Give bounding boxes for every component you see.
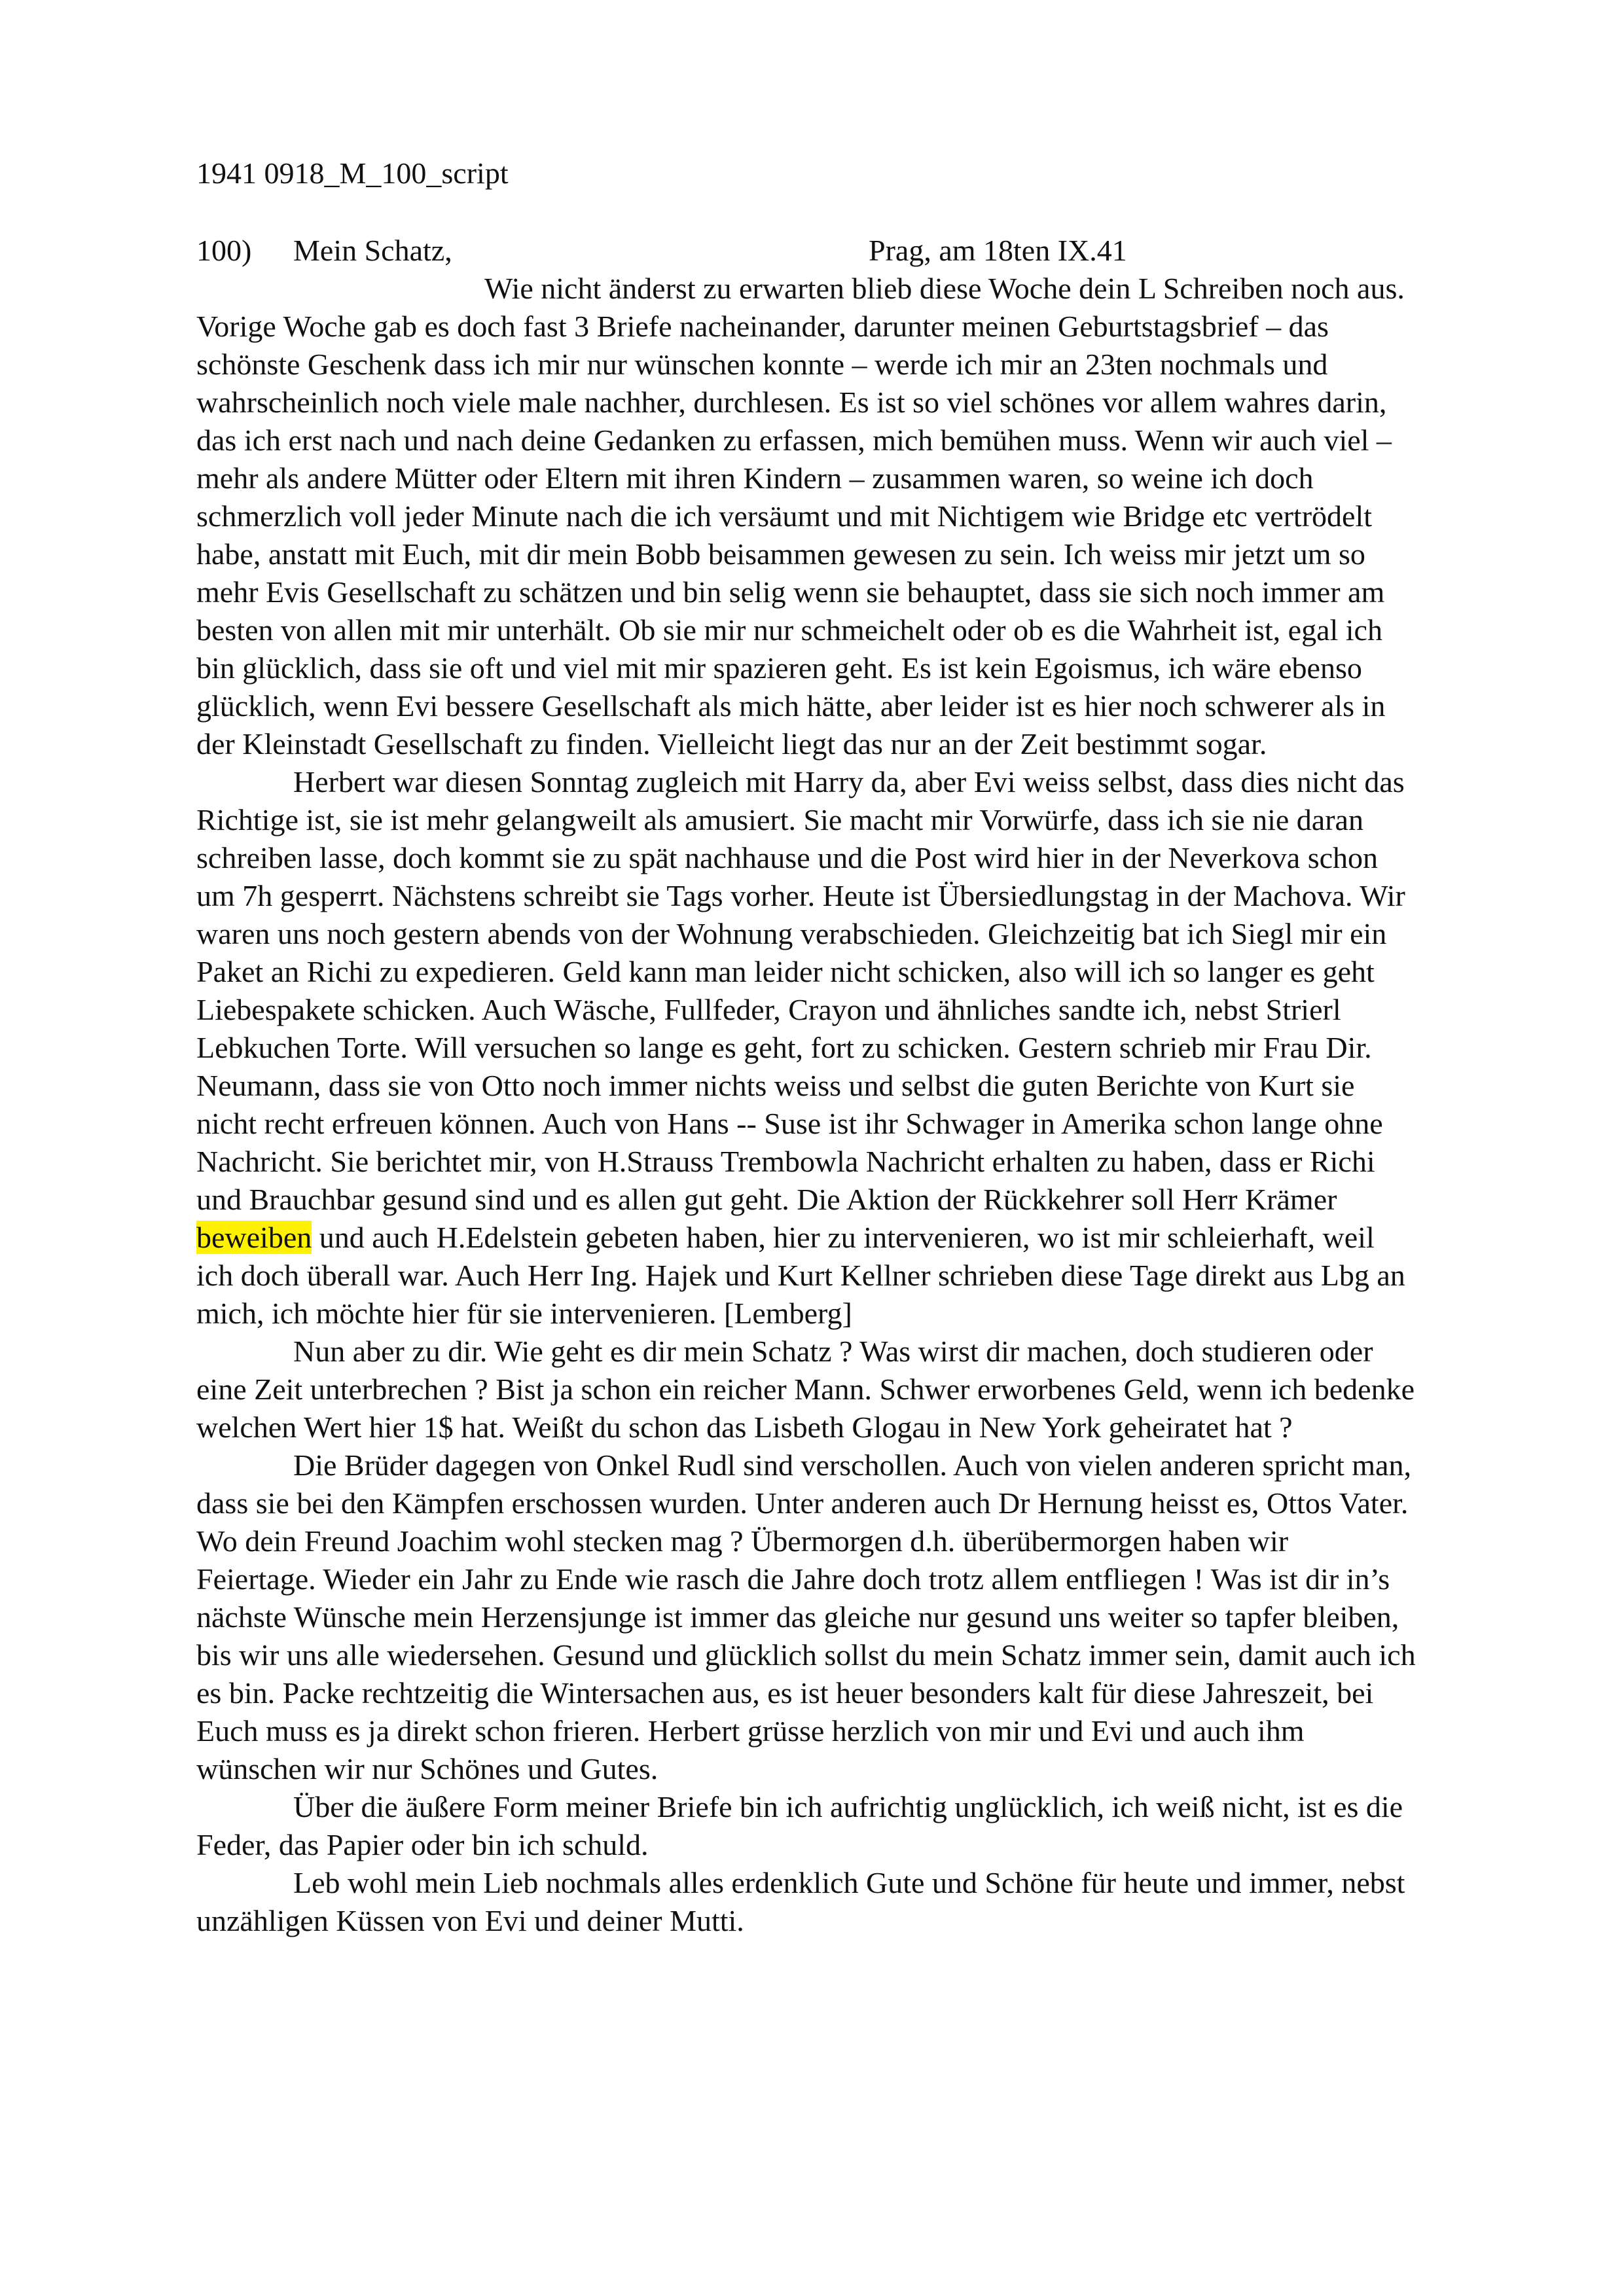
line-text: eine Zeit unterbrechen ? Bist ja schon ein reicher Mann. Schwer erworbenes Geld, wenn ich bedenke: [196, 1372, 1415, 1406]
line-text: mich, ich möchte hier für sie intervenieren. [Lemberg]: [196, 1297, 852, 1330]
line-text: Richtige ist, sie ist mehr gelangweilt als amusiert. Sie macht mir Vorwürfe, dass ich sie nie daran: [196, 803, 1363, 836]
text-line: [196, 1674, 1519, 1712]
text-line: [196, 497, 1519, 535]
text-line: [196, 1143, 1519, 1181]
text-line: [196, 1750, 1519, 1788]
line-text: Nachricht. Sie berichtet mir, von H.Strauss Trembowla Nachricht erhalten zu haben, dass er Richi: [196, 1145, 1375, 1178]
text-line: [196, 1105, 1519, 1143]
text-line: [196, 1257, 1519, 1295]
line-text: waren uns noch gestern abends von der Wohnung verabschieden. Gleichzeitig bat ich Siegl mir ein: [196, 917, 1387, 950]
letter-paragraph: [196, 270, 1519, 763]
line-text: mehr als andere Mütter oder Eltern mit ihren Kindern – zusammen waren, so weine ich doch: [196, 461, 1314, 495]
text-line: [196, 1295, 1519, 1333]
text-line: [196, 763, 1519, 801]
line-text: es bin. Packe rechtzeitig die Wintersachen aus, es ist heuer besonders kalt für diese Jahreszeit, bei: [196, 1676, 1374, 1710]
document-file-title: 1941 0918_M_100_script: [196, 156, 509, 190]
line-text: habe, anstatt mit Euch, mit dir mein Bobb beisammen gewesen zu sein. Ich weiss mir jetzt um so: [196, 537, 1365, 571]
line-text: unzähligen Küssen von Evi und deiner Mutti.: [196, 1904, 744, 1937]
text-line: [196, 384, 1519, 422]
line-text: das ich erst nach und nach deine Gedanken zu erfassen, mich bemühen muss. Wenn wir auch viel –: [196, 423, 1392, 457]
text-line: [196, 1522, 1519, 1560]
line-text: Leb wohl mein Lieb nochmals alles erdenklich Gute und Schöne für heute und immer, nebst: [293, 1866, 1405, 1899]
text-line: [196, 1560, 1519, 1598]
text-line: [196, 1636, 1519, 1674]
letter-paragraph: [196, 1864, 1519, 1940]
line-text: dass sie bei den Kämpfen erschossen wurden. Unter anderen auch Dr Hernung heisst es, Ottos Vater.: [196, 1486, 1409, 1520]
line-text: Neumann, dass sie von Otto noch immer nichts weiss und selbst die guten Berichte von Kurt sie: [196, 1069, 1355, 1102]
line-text: Wie nicht änderst zu erwarten blieb diese Woche dein L Schreiben noch aus.: [484, 272, 1405, 305]
text-line: [196, 991, 1519, 1029]
text-line: [196, 1219, 1519, 1257]
line-text: besten von allen mit mir unterhält. Ob sie mir nur schmeichelt oder ob es die Wahrheit ist, egal ich: [196, 613, 1382, 647]
letter-paragraph: [196, 763, 1519, 1333]
text-line: [196, 877, 1519, 915]
line-text: nächste Wünsche mein Herzensjunge ist immer das gleiche nur gesund uns weiter so tapfer bleiben,: [196, 1600, 1399, 1634]
text-line: [196, 1598, 1519, 1636]
letter-body: [196, 232, 1519, 1940]
line-text: und auch H.Edelstein gebeten haben, hier zu intervenieren, wo ist mir schleierhaft, weil: [312, 1221, 1375, 1254]
line-text: Wo dein Freund Joachim wohl stecken mag ? Übermorgen d.h. überübermorgen haben wir: [196, 1524, 1289, 1558]
letter-paragraph: [196, 1333, 1519, 1446]
letter-paragraph: [196, 1788, 1519, 1864]
line-text: Die Brüder dagegen von Onkel Rudl sind verschollen. Auch von vielen anderen spricht man,: [293, 1448, 1411, 1482]
text-line: [196, 422, 1519, 459]
text-line: [196, 687, 1519, 725]
text-line: [196, 1902, 1519, 1940]
line-text: mehr Evis Gesellschaft zu schätzen und bin selig wenn sie behauptet, dass sie sich noch immer am: [196, 575, 1385, 609]
line-text: Paket an Richi zu expedieren. Geld kann man leider nicht schicken, also will ich so langer es geht: [196, 955, 1375, 988]
text-line: [196, 649, 1519, 687]
text-line: [196, 1029, 1519, 1067]
text-line: [196, 270, 1519, 308]
line-text: Herbert war diesen Sonntag zugleich mit Harry da, aber Evi weiss selbst, dass dies nicht das: [293, 765, 1405, 798]
text-line: [196, 1712, 1519, 1750]
text-line: [196, 1788, 1519, 1826]
letter-number: 100): [196, 234, 252, 267]
line-text: Vorige Woche gab es doch fast 3 Briefe nacheinander, darunter meinen Geburtstagsbrief – das: [196, 310, 1329, 343]
line-text: schönste Geschenk dass ich mir nur wünschen konnte – werde ich mir an 23ten nochmals und: [196, 348, 1328, 381]
text-line: [196, 535, 1519, 573]
letter-header-line: [196, 232, 1519, 270]
line-text: Liebespakete schicken. Auch Wäsche, Fullfeder, Crayon und ähnliches sandte ich, nebst Strierl: [196, 993, 1341, 1026]
line-text: wünschen wir nur Schönes und Gutes.: [196, 1752, 659, 1785]
line-text: Nun aber zu dir. Wie geht es dir mein Schatz ? Was wirst dir machen, doch studieren oder: [293, 1335, 1373, 1368]
line-text: schreiben lasse, doch kommt sie zu spät nachhause und die Post wird hier in der Neverkova schon: [196, 841, 1379, 874]
letter-paragraph: [196, 1446, 1519, 1788]
line-text: wahrscheinlich noch viele male nachher, durchlesen. Es ist so viel schönes vor allem wahres darin,: [196, 386, 1387, 419]
text-line: [196, 1484, 1519, 1522]
text-line: [196, 1408, 1519, 1446]
text-line: [196, 725, 1519, 763]
salutation: Mein Schatz,: [293, 234, 452, 267]
text-line: [196, 801, 1519, 839]
line-text: glücklich, wenn Evi bessere Gesellschaft als mich hätte, aber leider ist es hier noch schwerer als in: [196, 689, 1386, 723]
text-line: [196, 573, 1519, 611]
text-line: [196, 1181, 1519, 1219]
line-text: Lebkuchen Torte. Will versuchen so lange es geht, fort zu schicken. Gestern schrieb mir Frau Dir.: [196, 1031, 1372, 1064]
text-line: [196, 346, 1519, 384]
line-text: bin glücklich, dass sie oft und viel mit mir spazieren geht. Es ist kein Egoismus, ich wäre ebenso: [196, 651, 1362, 685]
line-text: Über die äußere Form meiner Briefe bin ich aufrichtig unglücklich, ich weiß nicht, ist es die: [293, 1790, 1403, 1823]
text-line: [196, 1333, 1519, 1371]
line-text: und Brauchbar gesund sind und es allen gut geht. Die Aktion der Rückkehrer soll Herr Krämer: [196, 1183, 1337, 1216]
text-line: [196, 1371, 1519, 1408]
text-line: [196, 1446, 1519, 1484]
line-text: schmerzlich voll jeder Minute nach die ich versäumt und mit Nichtigem wie Bridge etc vertrödelt: [196, 499, 1372, 533]
line-text: ich doch überall war. Auch Herr Ing. Hajek und Kurt Kellner schrieben diese Tage direkt aus Lbg an: [196, 1259, 1405, 1292]
line-text: nicht recht erfreuen können. Auch von Hans -- Suse ist ihr Schwager in Amerika schon lange ohne: [196, 1107, 1383, 1140]
line-text: Euch muss es ja direkt schon frieren. Herbert grüsse herzlich von mir und Evi und auch ihm: [196, 1714, 1305, 1748]
text-line: [196, 1826, 1519, 1864]
text-line: [196, 459, 1519, 497]
highlighted-word: beweiben: [196, 1221, 312, 1254]
text-line: [196, 1067, 1519, 1105]
line-text: bis wir uns alle wiedersehen. Gesund und glücklich sollst du mein Schatz immer sein, damit auch ich: [196, 1638, 1416, 1672]
line-text: um 7h gesperrt. Nächstens schreibt sie Tags vorher. Heute ist Übersiedlungstag in der Machova. Wir: [196, 879, 1405, 912]
line-text: der Kleinstadt Gesellschaft zu finden. Vielleicht liegt das nur an der Zeit bestimmt sogar.: [196, 727, 1267, 761]
place-date: Prag, am 18ten IX.41: [869, 234, 1127, 267]
line-text: Feder, das Papier oder bin ich schuld.: [196, 1828, 649, 1861]
line-text: welchen Wert hier 1$ hat. Weißt du schon das Lisbeth Glogau in New York geheiratet hat ?: [196, 1410, 1293, 1444]
text-line: [196, 611, 1519, 649]
text-line: [196, 308, 1519, 346]
text-line: [196, 839, 1519, 877]
text-line: [196, 915, 1519, 953]
line-text: Feiertage. Wieder ein Jahr zu Ende wie rasch die Jahre doch trotz allem entfliegen ! Was ist dir in’s: [196, 1562, 1390, 1596]
text-line: [196, 953, 1519, 991]
text-line: [196, 1864, 1519, 1902]
